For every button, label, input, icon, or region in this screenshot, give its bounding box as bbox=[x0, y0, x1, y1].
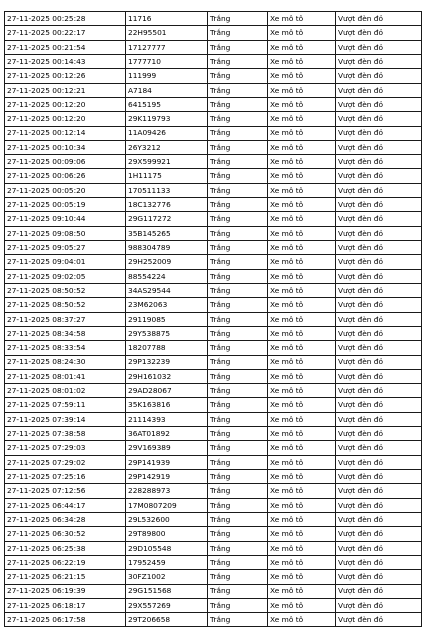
table-row bbox=[5, 140, 422, 154]
time-cell: 27-11-2025 08:37:27 bbox=[5, 312, 126, 326]
color-cell: Trắng bbox=[208, 484, 268, 498]
table-row bbox=[5, 169, 422, 183]
violation-cell: Vượt đèn đỏ bbox=[336, 326, 422, 340]
time-cell: 27-11-2025 07:59:11 bbox=[5, 398, 126, 412]
color-cell: Trắng bbox=[208, 541, 268, 555]
plate-cell: 29V169389 bbox=[126, 441, 208, 455]
violation-cell: Vượt đèn đỏ bbox=[336, 584, 422, 598]
vehicle-type-cell: Xe mô tô bbox=[268, 598, 336, 612]
color-cell: Trắng bbox=[208, 140, 268, 154]
color-cell: Trắng bbox=[208, 212, 268, 226]
plate-cell: 111999 bbox=[126, 69, 208, 83]
plate-cell: 1H11175 bbox=[126, 169, 208, 183]
vehicle-type-cell: Xe mô tô bbox=[268, 269, 336, 283]
violation-cell: Vượt đèn đỏ bbox=[336, 126, 422, 140]
table-row bbox=[5, 598, 422, 612]
table-row bbox=[5, 341, 422, 355]
time-cell: 27-11-2025 09:08:50 bbox=[5, 226, 126, 240]
violation-cell: Vượt đèn đỏ bbox=[336, 384, 422, 398]
time-cell: 27-11-2025 07:12:56 bbox=[5, 484, 126, 498]
violation-cell: Vượt đèn đỏ bbox=[336, 484, 422, 498]
violation-cell: Vượt đèn đỏ bbox=[336, 527, 422, 541]
time-cell: 27-11-2025 06:22:19 bbox=[5, 555, 126, 569]
vehicle-type-cell: Xe mô tô bbox=[268, 555, 336, 569]
time-cell: 27-11-2025 07:29:02 bbox=[5, 455, 126, 469]
violation-cell: Vượt đèn đỏ bbox=[336, 598, 422, 612]
plate-cell: 29119085 bbox=[126, 312, 208, 326]
color-cell: Trắng bbox=[208, 241, 268, 255]
time-cell: 27-11-2025 08:33:54 bbox=[5, 341, 126, 355]
table-row bbox=[5, 212, 422, 226]
violation-cell: Vượt đèn đỏ bbox=[336, 140, 422, 154]
plate-cell: 11A09426 bbox=[126, 126, 208, 140]
table-row bbox=[5, 541, 422, 555]
plate-cell: 29T206658 bbox=[126, 613, 208, 627]
table-row bbox=[5, 83, 422, 97]
table-row bbox=[5, 226, 422, 240]
time-cell: 27-11-2025 00:12:20 bbox=[5, 97, 126, 111]
violation-cell: Vượt đèn đỏ bbox=[336, 298, 422, 312]
plate-cell: 29T89800 bbox=[126, 527, 208, 541]
vehicle-type-cell: Xe mô tô bbox=[268, 512, 336, 526]
time-cell: 27-11-2025 09:05:27 bbox=[5, 241, 126, 255]
table-row bbox=[5, 369, 422, 383]
vehicle-type-cell: Xe mô tô bbox=[268, 12, 336, 26]
violation-cell: Vượt đèn đỏ bbox=[336, 355, 422, 369]
table-row bbox=[5, 40, 422, 54]
time-cell: 27-11-2025 00:05:19 bbox=[5, 198, 126, 212]
time-cell: 27-11-2025 07:25:16 bbox=[5, 470, 126, 484]
plate-cell: 17952459 bbox=[126, 555, 208, 569]
violation-cell: Vượt đèn đỏ bbox=[336, 341, 422, 355]
table-row bbox=[5, 255, 422, 269]
plate-cell: 29K119793 bbox=[126, 112, 208, 126]
plate-cell: 26Y3212 bbox=[126, 140, 208, 154]
plate-cell: 29P132239 bbox=[126, 355, 208, 369]
plate-cell: 17M0807209 bbox=[126, 498, 208, 512]
table-row bbox=[5, 283, 422, 297]
violation-cell: Vượt đèn đỏ bbox=[336, 226, 422, 240]
plate-cell: 18207788 bbox=[126, 341, 208, 355]
color-cell: Trắng bbox=[208, 441, 268, 455]
time-cell: 27-11-2025 08:50:52 bbox=[5, 298, 126, 312]
violation-cell: Vượt đèn đỏ bbox=[336, 83, 422, 97]
vehicle-type-cell: Xe mô tô bbox=[268, 412, 336, 426]
plate-cell: 29H252009 bbox=[126, 255, 208, 269]
color-cell: Trắng bbox=[208, 369, 268, 383]
table-row bbox=[5, 613, 422, 627]
vehicle-type-cell: Xe mô tô bbox=[268, 455, 336, 469]
vehicle-type-cell: Xe mô tô bbox=[268, 283, 336, 297]
vehicle-type-cell: Xe mô tô bbox=[268, 570, 336, 584]
violation-cell: Vượt đèn đỏ bbox=[336, 512, 422, 526]
color-cell: Trắng bbox=[208, 312, 268, 326]
vehicle-type-cell: Xe mô tô bbox=[268, 427, 336, 441]
plate-cell: 29X557269 bbox=[126, 598, 208, 612]
vehicle-type-cell: Xe mô tô bbox=[268, 40, 336, 54]
color-cell: Trắng bbox=[208, 298, 268, 312]
plate-cell: 29D105548 bbox=[126, 541, 208, 555]
plate-cell: A7184 bbox=[126, 83, 208, 97]
table-row bbox=[5, 198, 422, 212]
plate-cell: 29H161032 bbox=[126, 369, 208, 383]
table-row bbox=[5, 12, 422, 26]
violation-cell: Vượt đèn đỏ bbox=[336, 498, 422, 512]
table-row bbox=[5, 398, 422, 412]
plate-cell: 23M62063 bbox=[126, 298, 208, 312]
color-cell: Trắng bbox=[208, 598, 268, 612]
time-cell: 27-11-2025 08:34:58 bbox=[5, 326, 126, 340]
color-cell: Trắng bbox=[208, 470, 268, 484]
color-cell: Trắng bbox=[208, 412, 268, 426]
table-row bbox=[5, 484, 422, 498]
time-cell: 27-11-2025 06:25:38 bbox=[5, 541, 126, 555]
vehicle-type-cell: Xe mô tô bbox=[268, 369, 336, 383]
violation-cell: Vượt đèn đỏ bbox=[336, 398, 422, 412]
vehicle-type-cell: Xe mô tô bbox=[268, 97, 336, 111]
plate-cell: 17127777 bbox=[126, 40, 208, 54]
table-row bbox=[5, 183, 422, 197]
color-cell: Trắng bbox=[208, 283, 268, 297]
time-cell: 27-11-2025 06:30:52 bbox=[5, 527, 126, 541]
table-row bbox=[5, 312, 422, 326]
violation-cell: Vượt đèn đỏ bbox=[336, 155, 422, 169]
table-row bbox=[5, 298, 422, 312]
time-cell: 27-11-2025 00:21:54 bbox=[5, 40, 126, 54]
plate-cell: 22H95501 bbox=[126, 26, 208, 40]
time-cell: 27-11-2025 07:29:03 bbox=[5, 441, 126, 455]
violation-cell: Vượt đèn đỏ bbox=[336, 26, 422, 40]
color-cell: Trắng bbox=[208, 226, 268, 240]
time-cell: 27-11-2025 00:22:17 bbox=[5, 26, 126, 40]
violation-cell: Vượt đèn đỏ bbox=[336, 112, 422, 126]
color-cell: Trắng bbox=[208, 69, 268, 83]
table-row bbox=[5, 470, 422, 484]
time-cell: 27-11-2025 00:05:20 bbox=[5, 183, 126, 197]
violation-cell: Vượt đèn đỏ bbox=[336, 212, 422, 226]
color-cell: Trắng bbox=[208, 126, 268, 140]
vehicle-type-cell: Xe mô tô bbox=[268, 83, 336, 97]
color-cell: Trắng bbox=[208, 183, 268, 197]
color-cell: Trắng bbox=[208, 26, 268, 40]
vehicle-type-cell: Xe mô tô bbox=[268, 112, 336, 126]
time-cell: 27-11-2025 09:10:44 bbox=[5, 212, 126, 226]
table-top-edge bbox=[4, 0, 421, 11]
violation-cell: Vượt đèn đỏ bbox=[336, 12, 422, 26]
color-cell: Trắng bbox=[208, 498, 268, 512]
vehicle-type-cell: Xe mô tô bbox=[268, 441, 336, 455]
time-cell: 27-11-2025 08:24:30 bbox=[5, 355, 126, 369]
plate-cell: 35B145265 bbox=[126, 226, 208, 240]
vehicle-type-cell: Xe mô tô bbox=[268, 54, 336, 68]
table-row bbox=[5, 570, 422, 584]
color-cell: Trắng bbox=[208, 155, 268, 169]
vehicle-type-cell: Xe mô tô bbox=[268, 298, 336, 312]
vehicle-type-cell: Xe mô tô bbox=[268, 226, 336, 240]
violation-cell: Vượt đèn đỏ bbox=[336, 241, 422, 255]
table-row bbox=[5, 441, 422, 455]
time-cell: 27-11-2025 00:25:28 bbox=[5, 12, 126, 26]
table-row bbox=[5, 155, 422, 169]
vehicle-type-cell: Xe mô tô bbox=[268, 584, 336, 598]
color-cell: Trắng bbox=[208, 455, 268, 469]
table-row bbox=[5, 126, 422, 140]
violation-cell: Vượt đèn đỏ bbox=[336, 40, 422, 54]
violation-cell: Vượt đèn đỏ bbox=[336, 455, 422, 469]
violation-cell: Vượt đèn đỏ bbox=[336, 427, 422, 441]
vehicle-type-cell: Xe mô tô bbox=[268, 470, 336, 484]
vehicle-type-cell: Xe mô tô bbox=[268, 26, 336, 40]
vehicle-type-cell: Xe mô tô bbox=[268, 183, 336, 197]
color-cell: Trắng bbox=[208, 54, 268, 68]
vehicle-type-cell: Xe mô tô bbox=[268, 155, 336, 169]
color-cell: Trắng bbox=[208, 398, 268, 412]
violations-table bbox=[4, 11, 422, 627]
table-row bbox=[5, 269, 422, 283]
color-cell: Trắng bbox=[208, 97, 268, 111]
vehicle-type-cell: Xe mô tô bbox=[268, 241, 336, 255]
time-cell: 27-11-2025 00:10:34 bbox=[5, 140, 126, 154]
time-cell: 27-11-2025 00:12:21 bbox=[5, 83, 126, 97]
vehicle-type-cell: Xe mô tô bbox=[268, 541, 336, 555]
violation-cell: Vượt đèn đỏ bbox=[336, 198, 422, 212]
vehicle-type-cell: Xe mô tô bbox=[268, 140, 336, 154]
color-cell: Trắng bbox=[208, 427, 268, 441]
time-cell: 27-11-2025 06:44:17 bbox=[5, 498, 126, 512]
time-cell: 27-11-2025 06:18:17 bbox=[5, 598, 126, 612]
time-cell: 27-11-2025 08:01:41 bbox=[5, 369, 126, 383]
table-row bbox=[5, 512, 422, 526]
table-row bbox=[5, 584, 422, 598]
time-cell: 27-11-2025 00:12:14 bbox=[5, 126, 126, 140]
plate-cell: 988304789 bbox=[126, 241, 208, 255]
table-row bbox=[5, 69, 422, 83]
color-cell: Trắng bbox=[208, 83, 268, 97]
plate-cell: 18C132776 bbox=[126, 198, 208, 212]
violation-cell: Vượt đèn đỏ bbox=[336, 441, 422, 455]
time-cell: 27-11-2025 08:01:02 bbox=[5, 384, 126, 398]
plate-cell: 36AT01892 bbox=[126, 427, 208, 441]
plate-cell: 29P142919 bbox=[126, 470, 208, 484]
vehicle-type-cell: Xe mô tô bbox=[268, 169, 336, 183]
time-cell: 27-11-2025 07:38:58 bbox=[5, 427, 126, 441]
color-cell: Trắng bbox=[208, 12, 268, 26]
plate-cell: 29AD28067 bbox=[126, 384, 208, 398]
plate-cell: 21114393 bbox=[126, 412, 208, 426]
color-cell: Trắng bbox=[208, 613, 268, 627]
violation-cell: Vượt đèn đỏ bbox=[336, 312, 422, 326]
vehicle-type-cell: Xe mô tô bbox=[268, 341, 336, 355]
plate-cell: 88554224 bbox=[126, 269, 208, 283]
color-cell: Trắng bbox=[208, 355, 268, 369]
plate-cell: 30FZ1002 bbox=[126, 570, 208, 584]
vehicle-type-cell: Xe mô tô bbox=[268, 384, 336, 398]
time-cell: 27-11-2025 08:50:52 bbox=[5, 283, 126, 297]
plate-cell: 29X599921 bbox=[126, 155, 208, 169]
violation-cell: Vượt đèn đỏ bbox=[336, 54, 422, 68]
time-cell: 27-11-2025 00:09:06 bbox=[5, 155, 126, 169]
vehicle-type-cell: Xe mô tô bbox=[268, 212, 336, 226]
color-cell: Trắng bbox=[208, 512, 268, 526]
vehicle-type-cell: Xe mô tô bbox=[268, 255, 336, 269]
time-cell: 27-11-2025 07:39:14 bbox=[5, 412, 126, 426]
vehicle-type-cell: Xe mô tô bbox=[268, 484, 336, 498]
time-cell: 27-11-2025 00:12:26 bbox=[5, 69, 126, 83]
table-row bbox=[5, 54, 422, 68]
plate-cell: 1777710 bbox=[126, 54, 208, 68]
violation-cell: Vượt đèn đỏ bbox=[336, 97, 422, 111]
time-cell: 27-11-2025 09:02:05 bbox=[5, 269, 126, 283]
table-row bbox=[5, 455, 422, 469]
plate-cell: 34AS29544 bbox=[126, 283, 208, 297]
plate-cell: 11716 bbox=[126, 12, 208, 26]
color-cell: Trắng bbox=[208, 584, 268, 598]
vehicle-type-cell: Xe mô tô bbox=[268, 398, 336, 412]
time-cell: 27-11-2025 06:34:28 bbox=[5, 512, 126, 526]
violation-cell: Vượt đèn đỏ bbox=[336, 570, 422, 584]
violation-cell: Vượt đèn đỏ bbox=[336, 555, 422, 569]
vehicle-type-cell: Xe mô tô bbox=[268, 498, 336, 512]
time-cell: 27-11-2025 00:12:20 bbox=[5, 112, 126, 126]
violation-cell: Vượt đèn đỏ bbox=[336, 369, 422, 383]
violation-cell: Vượt đèn đỏ bbox=[336, 412, 422, 426]
vehicle-type-cell: Xe mô tô bbox=[268, 613, 336, 627]
time-cell: 27-11-2025 06:17:58 bbox=[5, 613, 126, 627]
vehicle-type-cell: Xe mô tô bbox=[268, 69, 336, 83]
plate-cell: 29G117272 bbox=[126, 212, 208, 226]
violation-cell: Vượt đèn đỏ bbox=[336, 470, 422, 484]
color-cell: Trắng bbox=[208, 112, 268, 126]
vehicle-type-cell: Xe mô tô bbox=[268, 312, 336, 326]
time-cell: 27-11-2025 00:06:26 bbox=[5, 169, 126, 183]
plate-cell: 29L532600 bbox=[126, 512, 208, 526]
violation-cell: Vượt đèn đỏ bbox=[336, 283, 422, 297]
vehicle-type-cell: Xe mô tô bbox=[268, 527, 336, 541]
plate-cell: 35K163816 bbox=[126, 398, 208, 412]
time-cell: 27-11-2025 09:04:01 bbox=[5, 255, 126, 269]
color-cell: Trắng bbox=[208, 198, 268, 212]
violation-cell: Vượt đèn đỏ bbox=[336, 269, 422, 283]
time-cell: 27-11-2025 06:19:39 bbox=[5, 584, 126, 598]
plate-cell: 170511133 bbox=[126, 183, 208, 197]
table-row bbox=[5, 97, 422, 111]
color-cell: Trắng bbox=[208, 527, 268, 541]
table-row bbox=[5, 555, 422, 569]
violation-cell: Vượt đèn đỏ bbox=[336, 541, 422, 555]
table-row bbox=[5, 527, 422, 541]
table-row bbox=[5, 427, 422, 441]
color-cell: Trắng bbox=[208, 169, 268, 183]
plate-cell: 29G151568 bbox=[126, 584, 208, 598]
table-row bbox=[5, 326, 422, 340]
table-row bbox=[5, 412, 422, 426]
plate-cell: 6415195 bbox=[126, 97, 208, 111]
plate-cell: 228288973 bbox=[126, 484, 208, 498]
table-row bbox=[5, 241, 422, 255]
color-cell: Trắng bbox=[208, 555, 268, 569]
violations-table-body bbox=[5, 12, 422, 627]
color-cell: Trắng bbox=[208, 40, 268, 54]
table-row bbox=[5, 384, 422, 398]
vehicle-type-cell: Xe mô tô bbox=[268, 355, 336, 369]
table-row bbox=[5, 355, 422, 369]
violation-cell: Vượt đèn đỏ bbox=[336, 613, 422, 627]
violation-cell: Vượt đèn đỏ bbox=[336, 69, 422, 83]
color-cell: Trắng bbox=[208, 269, 268, 283]
vehicle-type-cell: Xe mô tô bbox=[268, 198, 336, 212]
plate-cell: 29Y538875 bbox=[126, 326, 208, 340]
table-row bbox=[5, 112, 422, 126]
violation-cell: Vượt đèn đỏ bbox=[336, 169, 422, 183]
color-cell: Trắng bbox=[208, 326, 268, 340]
time-cell: 27-11-2025 00:14:43 bbox=[5, 54, 126, 68]
table-row bbox=[5, 26, 422, 40]
time-cell: 27-11-2025 06:21:15 bbox=[5, 570, 126, 584]
violation-cell: Vượt đèn đỏ bbox=[336, 255, 422, 269]
color-cell: Trắng bbox=[208, 255, 268, 269]
color-cell: Trắng bbox=[208, 384, 268, 398]
color-cell: Trắng bbox=[208, 570, 268, 584]
table-row bbox=[5, 498, 422, 512]
plate-cell: 29P141939 bbox=[126, 455, 208, 469]
vehicle-type-cell: Xe mô tô bbox=[268, 126, 336, 140]
violation-cell: Vượt đèn đỏ bbox=[336, 183, 422, 197]
vehicle-type-cell: Xe mô tô bbox=[268, 326, 336, 340]
color-cell: Trắng bbox=[208, 341, 268, 355]
